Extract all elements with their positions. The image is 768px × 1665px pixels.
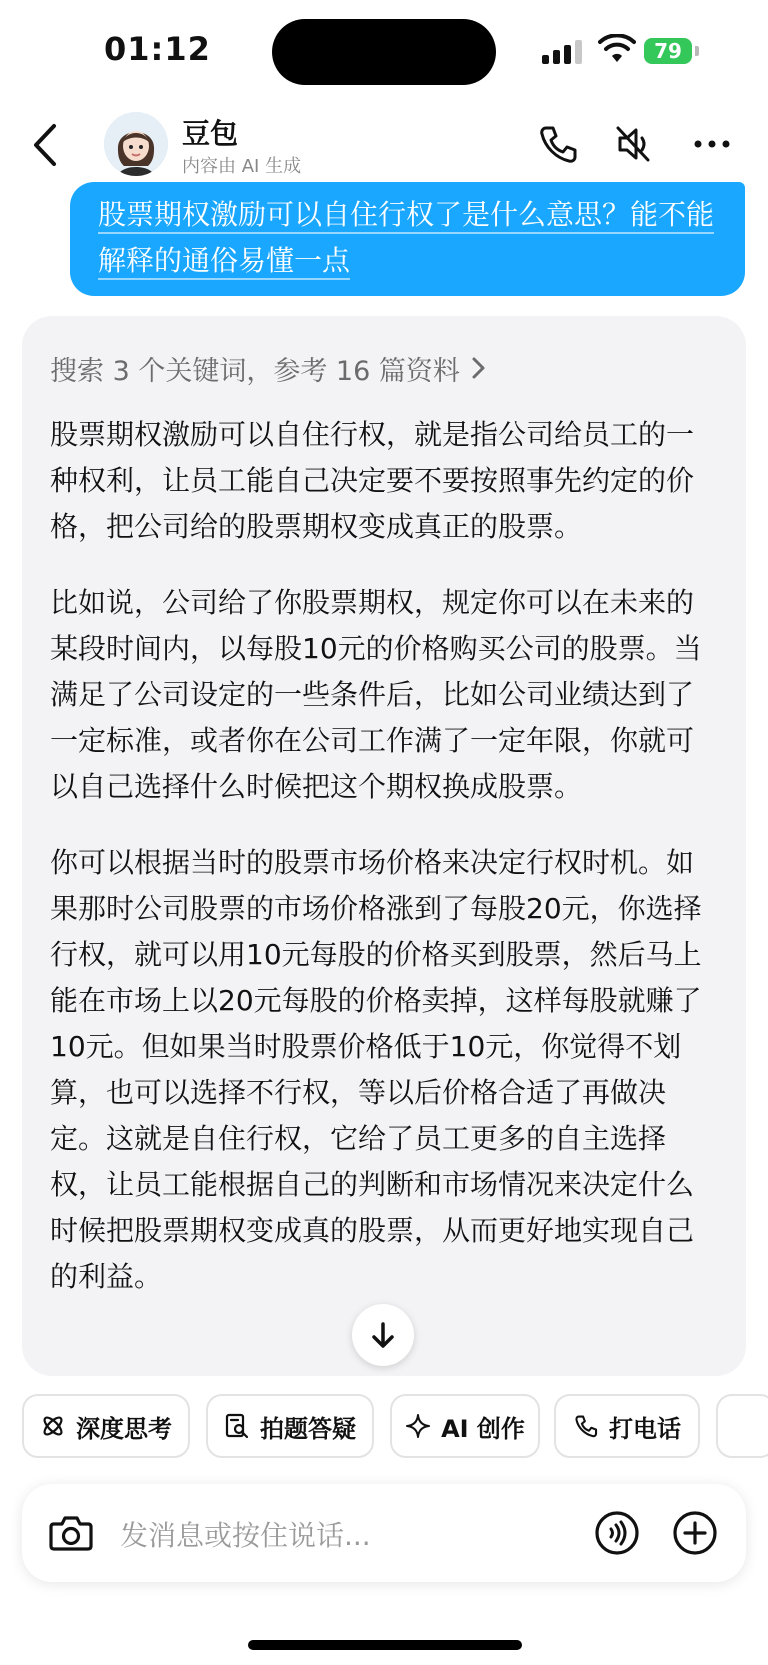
avatar[interactable] [104,112,168,176]
cellular-signal-icon [542,38,584,64]
chat-header [0,100,768,190]
scroll-to-bottom-button[interactable] [352,1304,414,1366]
atom-icon [40,1413,66,1439]
back-icon[interactable] [24,120,68,170]
chip-label: AI 创作 [441,1414,525,1443]
home-indicator[interactable] [248,1640,522,1650]
search-summary-text: 搜索 3 个关键词，参考 16 篇资料 [50,355,460,387]
battery-level: 79 [654,39,682,63]
chip-label: 打电话 [609,1414,681,1443]
search-references-link[interactable] [50,346,718,390]
chevron-right-icon [470,355,488,381]
message-composer [22,1484,746,1582]
dynamic-island [272,19,496,85]
assistant-name: 豆包 [182,117,239,150]
assistant-reply-card [22,316,746,1376]
bottom-panel [0,1378,768,1665]
deep-think-chip[interactable] [22,1394,190,1458]
reply-paragraph: 股票期权激励可以自住行权，就是指公司给员工的一种权利，让员工能自己决定要不要按照事先约定的价格，把公司给的股票期权变成真正的股票。 [50,418,695,543]
status-time: 01:12 [104,30,211,68]
battery-indicator [644,38,692,64]
ai-create-chip[interactable] [390,1394,540,1458]
ai-generated-note: 内容由 AI 生成 [182,156,302,177]
message-input[interactable] [118,1512,522,1558]
mute-speaker-icon[interactable] [612,122,656,166]
reply-paragraph: 你可以根据当时的股票市场价格来决定行权时机。如果那时公司股票的市场价格涨到了每股20元，你选择行权，就可以用10元每股的价格买到股票，然后马上能在市场上以20元每股的价格卖掉，这样每股就赚了10元。但如果当时股票价格低于10元，你觉得不划算，也可以选择不行权，等以后价格合适了再做决定。这就是自住行权，它给了员工更多的自主选择权，让员工能根据自己的判断和市场情况来决定什么时候把股票期权变成真的股票，从而更好地实现自己的利益。 [50,846,702,1293]
photo-question-chip[interactable] [206,1394,374,1458]
camera-icon[interactable] [48,1510,94,1556]
user-message-text: 股票期权激励可以自住行权了是什么意思？能不能解释的通俗易懂一点 [98,198,715,277]
phone-call-chip[interactable] [554,1394,700,1458]
chip-label: 拍题答疑 [260,1414,356,1443]
avatar-portrait-icon [104,112,168,176]
arrow-down-icon [368,1320,398,1350]
reply-paragraph: 比如说，公司给了你股票期权，规定你可以在未来的某段时间内，以每股10元的价格购买公司的股票。当满足了公司设定的一些条件后，比如公司业绩达到了一定标准，或者你在公司工作满了一定年限，你就可以自己选择什么时候把这个期权换成股票。 [50,586,702,803]
voice-input-icon[interactable] [594,1510,640,1556]
phone-call-icon[interactable] [536,122,580,166]
user-message-bubble[interactable] [70,182,745,296]
more-options-icon[interactable] [690,122,734,166]
more-chip-partial[interactable] [716,1394,768,1458]
phone-icon [573,1413,599,1439]
quick-actions-bar [22,1394,768,1460]
wifi-icon [598,34,636,64]
status-bar [0,0,768,100]
photo-search-icon [224,1413,250,1439]
add-icon[interactable] [672,1510,718,1556]
chip-label: 深度思考 [76,1414,172,1443]
battery-cap [695,46,699,56]
sparkle-icon [405,1413,431,1439]
